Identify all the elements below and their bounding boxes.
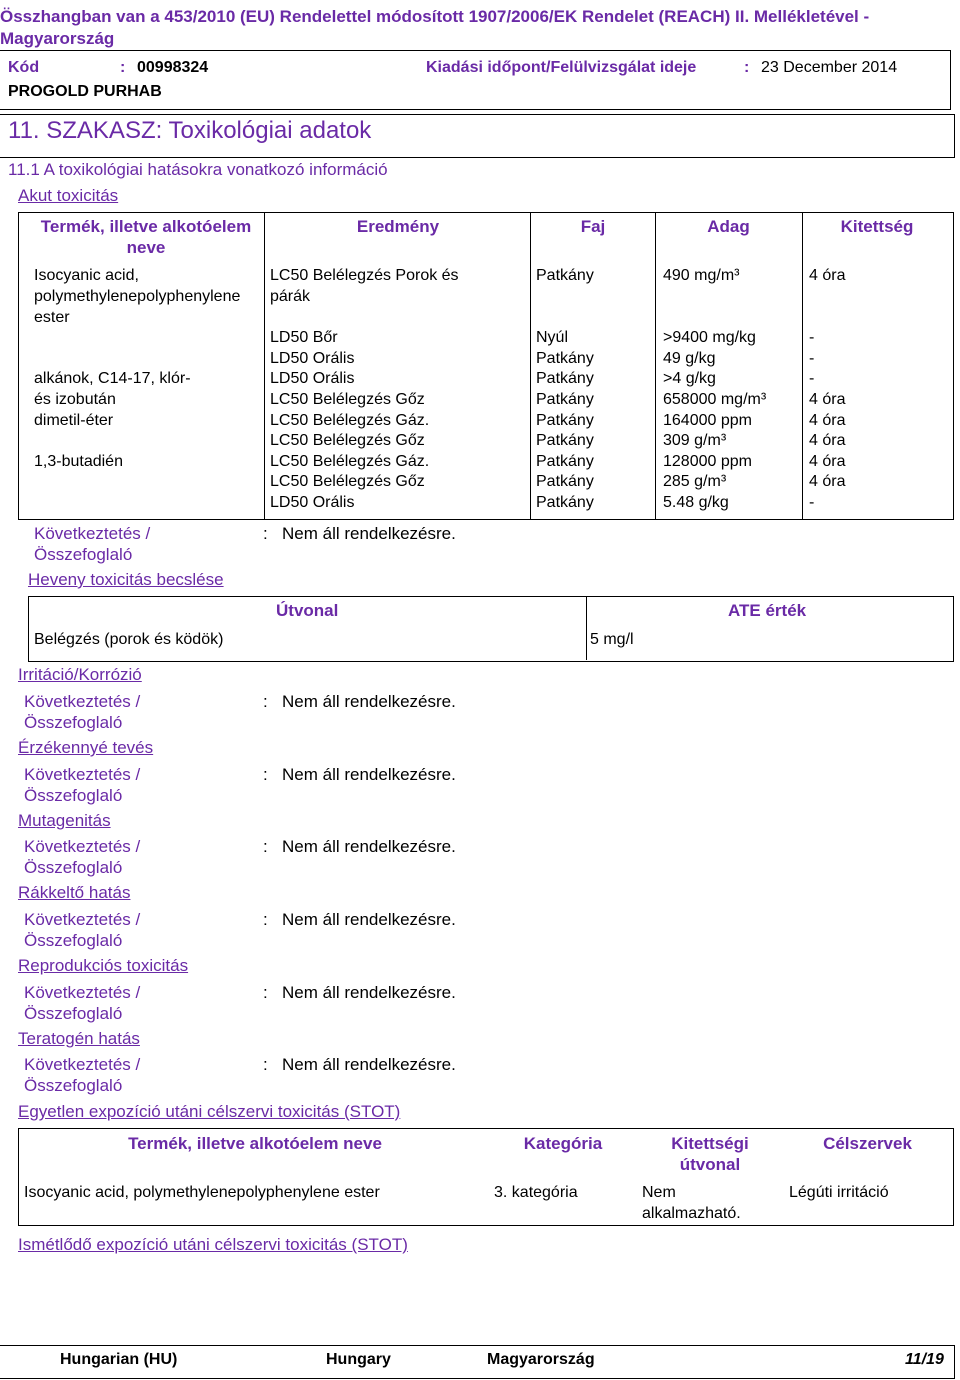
ate-link[interactable]: Heveny toxicitás becslése (28, 570, 224, 589)
result-cell: LC50 Belélegzés Gőz (270, 473, 425, 490)
result-cell: LD50 Orális (270, 370, 355, 387)
ate-header-route: Útvonal (276, 601, 339, 620)
acute-header-exposure: Kitettség (840, 217, 914, 236)
conclusion-value: Nem áll rendelkezésre. (282, 837, 456, 856)
ate-route: Belégzés (porok és ködök) (34, 631, 224, 648)
code-value: 00998324 (137, 59, 209, 76)
dose-cell: >9400 mg/kg (663, 329, 756, 346)
column-divider (530, 213, 531, 519)
result-cell: LC50 Belélegzés Porok és párák (270, 267, 459, 305)
exposure-cell: - (809, 494, 815, 511)
category-carcinogenicity[interactable]: Rákkeltő hatás (18, 883, 131, 902)
category-reproductive[interactable]: Reprodukciós toxicitás (18, 956, 189, 975)
footer-country: Hungary (326, 1351, 391, 1368)
stot-header-name: Termék, illetve alkotóelem neve (128, 1134, 382, 1153)
species-cell: Patkány (536, 473, 594, 490)
issue-sep: : (744, 59, 750, 76)
product-name-cell: alkánok, C14-17, klór- (34, 370, 191, 387)
dose-cell: 490 mg/m³ (663, 267, 740, 284)
footer-page: 11/19 (905, 1351, 944, 1368)
column-divider (802, 213, 803, 519)
conclusion-value: Nem áll rendelkezésre. (282, 983, 456, 1002)
dose-cell: 285 g/m³ (663, 473, 727, 490)
exposure-cell: - (809, 329, 815, 346)
exposure-cell: 4 óra (809, 432, 846, 449)
issue-value: 23 December 2014 (761, 59, 898, 76)
code-label: Kód (8, 59, 40, 76)
acute-header-dose: Adag (707, 217, 750, 236)
species-cell: Patkány (536, 370, 594, 387)
product-name: PROGOLD PURHAB (8, 83, 162, 100)
result-cell: LC50 Belélegzés Gőz (270, 432, 425, 449)
acute-header-species: Faj (580, 217, 606, 236)
dose-cell: 49 g/kg (663, 350, 716, 367)
footer-language: Hungarian (HU) (60, 1351, 178, 1368)
result-cell: LC50 Belélegzés Gőz (270, 391, 425, 408)
species-cell: Patkány (536, 350, 594, 367)
category-sensitization[interactable]: Érzékennyé tevés (18, 738, 154, 757)
result-cell: LD50 Bőr (270, 329, 338, 346)
stot-single-link[interactable]: Egyetlen expozíció utáni célszervi toxicitás (STOT) (18, 1102, 401, 1121)
exposure-cell: - (809, 350, 815, 367)
footer-country-hu: Magyarország (487, 1351, 595, 1368)
species-cell: Patkány (536, 494, 594, 511)
result-cell: LD50 Orális (270, 350, 355, 367)
column-divider (655, 213, 656, 519)
stot-header-route: Kitettségi útvonal (671, 1134, 749, 1174)
ate-header-value: ATE érték (728, 601, 807, 620)
dose-cell: 164000 ppm (663, 412, 752, 429)
species-cell: Patkány (536, 391, 594, 408)
dose-cell: 128000 ppm (663, 453, 752, 470)
dose-cell: 5.48 g/kg (663, 494, 729, 511)
species-cell: Patkány (536, 453, 594, 470)
stot-row-category: 3. kategória (494, 1184, 578, 1201)
result-cell: LC50 Belélegzés Gáz. (270, 412, 430, 429)
conclusion-colon: : (263, 1055, 268, 1074)
species-cell: Nyúl (536, 329, 569, 346)
stot-row-name: Isocyanic acid, polymethylenepolyphenylene ester (24, 1184, 380, 1201)
section-title: 11. SZAKASZ: Toxikológiai adatok (8, 117, 372, 144)
conclusion-value: Nem áll rendelkezésre. (282, 1055, 456, 1074)
ate-value: 5 mg/l (590, 631, 634, 648)
document-title: Összhangban van a 453/2010 (EU) Rendelettel módosított 1907/2006/EK Rendelet (REACH) II. Mellékletével - Magyarország (0, 7, 870, 48)
stot-header-target: Célszervek (823, 1134, 912, 1153)
conclusion-colon: : (263, 765, 268, 784)
product-name-cell: 1,3-butadién (34, 453, 123, 470)
category-teratogenicity[interactable]: Teratogén hatás (18, 1029, 140, 1048)
conclusion-colon: : (263, 524, 268, 543)
stot-row-target: Légúti irritáció (789, 1184, 889, 1201)
conclusion-label: Következtetés / Összefoglaló (24, 837, 141, 877)
conclusion-value: Nem áll rendelkezésre. (282, 524, 456, 543)
category-mutagenicity[interactable]: Mutagenitás (18, 811, 111, 830)
code-sep: : (120, 59, 126, 76)
column-divider (264, 213, 265, 519)
conclusion-colon: : (263, 692, 268, 711)
exposure-cell: 4 óra (809, 267, 846, 284)
acute-header-result: Eredmény (356, 217, 440, 236)
conclusion-value: Nem áll rendelkezésre. (282, 910, 456, 929)
acute-header-name: Termék, illetve alkotóelem neve (40, 217, 252, 257)
dose-cell: 658000 mg/m³ (663, 391, 767, 408)
conclusion-colon: : (263, 910, 268, 929)
stot-repeated-link[interactable]: Ismétlődő expozíció utáni célszervi toxicitás (STOT) (18, 1235, 408, 1254)
conclusion-label: Következtetés / Összefoglaló (24, 692, 141, 732)
dose-cell: 309 g/m³ (663, 432, 727, 449)
exposure-cell: 4 óra (809, 412, 846, 429)
conclusion-label: Következtetés / Összefoglaló (24, 983, 141, 1023)
exposure-cell: 4 óra (809, 391, 846, 408)
exposure-cell: - (809, 370, 815, 387)
acute-toxicity-link[interactable]: Akut toxicitás (18, 186, 119, 205)
species-cell: Patkány (536, 432, 594, 449)
conclusion-label: Következtetés / Összefoglaló (34, 524, 151, 564)
column-divider (586, 596, 587, 660)
conclusion-colon: : (263, 983, 268, 1002)
species-cell: Patkány (536, 267, 594, 284)
conclusion-value: Nem áll rendelkezésre. (282, 692, 456, 711)
conclusion-colon: : (263, 837, 268, 856)
section-subtitle: 11.1 A toxikológiai hatásokra vonatkozó információ (8, 160, 388, 179)
result-cell: LC50 Belélegzés Gáz. (270, 453, 430, 470)
issue-label: Kiadási időpont/Felülvizsgálat ideje (426, 59, 697, 76)
conclusion-label: Következtetés / Összefoglaló (24, 765, 141, 805)
stot-row-route: Nem alkalmazható. (642, 1184, 741, 1222)
exposure-cell: 4 óra (809, 453, 846, 470)
result-cell: LD50 Orális (270, 494, 355, 511)
conclusion-label: Következtetés / Összefoglaló (24, 910, 141, 950)
exposure-cell: 4 óra (809, 473, 846, 490)
dose-cell: >4 g/kg (663, 370, 716, 387)
category-irritation[interactable]: Irritáció/Korrózió (18, 665, 142, 684)
conclusion-value: Nem áll rendelkezésre. (282, 765, 456, 784)
product-name-cell: dimetil-éter (34, 412, 114, 429)
stot-header-category: Kategória (523, 1134, 603, 1153)
product-name-cell: és izobután (34, 391, 116, 408)
species-cell: Patkány (536, 412, 594, 429)
conclusion-label: Következtetés / Összefoglaló (24, 1055, 141, 1095)
product-name-cell: Isocyanic acid, polymethylenepolyphenylene ester (34, 267, 241, 326)
